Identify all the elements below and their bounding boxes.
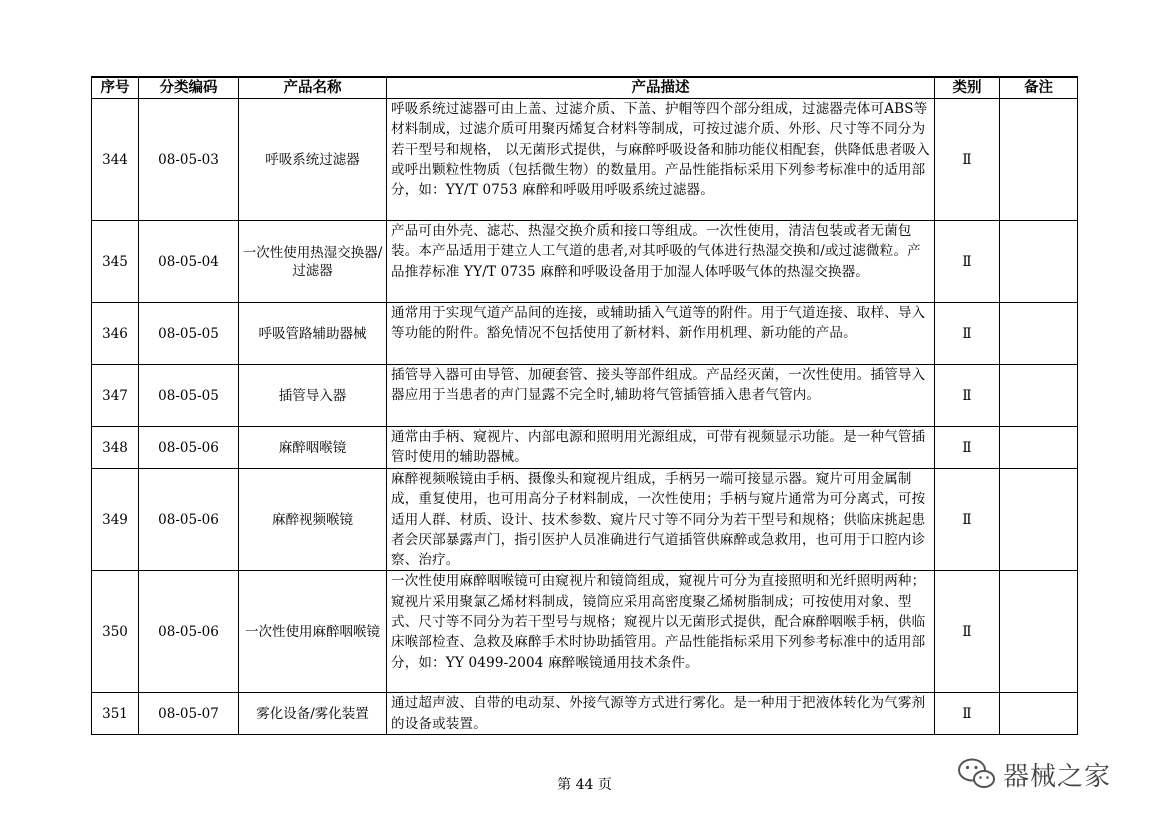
cell-description: 通常用于实现气道产品间的连接，或辅助插入气道等的附件。用于气道连接、取样、导入等功能的附件。豁免情况不包括使用了新材料、新作用机理、新功能的产品。: [387, 303, 935, 365]
cell-description: 呼吸系统过滤器可由上盖、过滤介质、下盖、护帽等四个部分组成，过滤器壳体可ABS等材料制成，过滤介质可用聚丙烯复合材料等制成，可按过滤介质、外形、尺寸等不同分为若干型号和规格， 以无菌形式提供，与麻醉呼吸设备和肺功能仪相配套，供降低患者吸入或呼出颗粒性物质（包括微生物）的数量用。产品性能指标采用下列参考标准中的适用部分，如：YY/T 0753 麻醉和呼吸用呼吸系统过滤器。: [387, 99, 935, 221]
cell-class: Ⅱ: [935, 693, 1000, 735]
table-row: [92, 469, 1078, 571]
cell-note: [1000, 469, 1078, 571]
watermark: [957, 756, 1111, 792]
cell-note: [1000, 303, 1078, 365]
table-row: [92, 365, 1078, 427]
table-row: [92, 571, 1078, 693]
wechat-icon: [957, 757, 997, 791]
table-row: [92, 99, 1078, 221]
header-product-name: 产品名称: [239, 77, 387, 99]
cell-code: 08-05-07: [139, 693, 239, 735]
cell-description: 一次性使用麻醉咽喉镜可由窥视片和镜筒组成，窥视片可分为直接照明和光纤照明两种；窥视片采用聚氯乙烯材料制成，镜筒应采用高密度聚乙烯树脂制成；可按使用对象、型式、尺寸等不同分为若干型号与规格；窥视片以无菌形式提供，配合麻醉咽喉手柄，供临床喉部检查、急救及麻醉手术时协助插管用。产品性能指标采用下列参考标准中的适用部分，如：YY 0499-2004 麻醉喉镜通用技术条件。: [387, 571, 935, 693]
header-class: 类别: [935, 77, 1000, 99]
cell-code: 08-05-03: [139, 99, 239, 221]
cell-serial: 350: [92, 571, 139, 693]
cell-note: [1000, 427, 1078, 469]
cell-note: [1000, 571, 1078, 693]
cell-description: 插管导入器可由导管、加硬套管、接头等部件组成。产品经灭菌，一次性使用。插管导入器应用于当患者的声门显露不完全时,辅助将气管插管插入患者气管内。: [387, 365, 935, 427]
cell-code: 08-05-06: [139, 427, 239, 469]
cell-name: 麻醉咽喉镜: [239, 427, 387, 469]
cell-serial: 351: [92, 693, 139, 735]
cell-class: Ⅱ: [935, 571, 1000, 693]
cell-description: 麻醉视频喉镜由手柄、摄像头和窥视片组成，手柄另一端可接显示器。窥片可用金属制成，重复使用，也可用高分子材料制成，一次性使用；手柄与窥片通常为可分离式，可按适用人群、材质、设计、技术参数、窥片尺寸等不同分为若干型号和规格；供临床挑起患者会厌部暴露声门，指引医护人员准确进行气道插管供麻醉或急救用，也可用于口腔内诊察、治疗。: [387, 469, 935, 571]
cell-class: Ⅱ: [935, 99, 1000, 221]
cell-serial: 347: [92, 365, 139, 427]
header-notes: 备注: [1000, 77, 1078, 99]
cell-code: 08-05-04: [139, 221, 239, 303]
cell-code: 08-05-05: [139, 365, 239, 427]
cell-class: Ⅱ: [935, 303, 1000, 365]
cell-name: 插管导入器: [239, 365, 387, 427]
table-row: [92, 427, 1078, 469]
header-product-description: 产品描述: [387, 77, 935, 99]
cell-note: [1000, 221, 1078, 303]
watermark-text: 器械之家: [1003, 761, 1112, 792]
cell-note: [1000, 693, 1078, 735]
cell-serial: 348: [92, 427, 139, 469]
cell-name: 雾化设备/雾化装置: [239, 693, 387, 735]
cell-note: [1000, 365, 1078, 427]
cell-name: 呼吸系统过滤器: [239, 99, 387, 221]
table-header-row: [92, 77, 1078, 99]
cell-class: Ⅱ: [935, 427, 1000, 469]
cell-description: 通常由手柄、窥视片、内部电源和照明用光源组成，可带有视频显示功能。是一种气管插管时使用的辅助器械。: [387, 427, 935, 469]
cell-serial: 346: [92, 303, 139, 365]
header-category-code: 分类编码: [139, 77, 239, 99]
cell-serial: 349: [92, 469, 139, 571]
cell-name: 一次性使用热湿交换器/过滤器: [239, 221, 387, 303]
cell-class: Ⅱ: [935, 469, 1000, 571]
cell-serial: 344: [92, 99, 139, 221]
cell-class: Ⅱ: [935, 221, 1000, 303]
cell-note: [1000, 99, 1078, 221]
table-row: [92, 221, 1078, 303]
cell-serial: 345: [92, 221, 139, 303]
header-serial: 序号: [92, 77, 139, 99]
cell-description: 通过超声波、自带的电动泵、外接气源等方式进行雾化。是一种用于把液体转化为气雾剂的设备或装置。: [387, 693, 935, 735]
cell-name: 一次性使用麻醉咽喉镜: [239, 571, 387, 693]
cell-code: 08-05-06: [139, 571, 239, 693]
cell-code: 08-05-06: [139, 469, 239, 571]
table-row: [92, 693, 1078, 735]
cell-name: 呼吸管路辅助器械: [239, 303, 387, 365]
table-row: [92, 303, 1078, 365]
page-number: 第 44 页: [557, 777, 612, 793]
cell-name: 麻醉视频喉镜: [239, 469, 387, 571]
cell-class: Ⅱ: [935, 365, 1000, 427]
cell-description: 产品可由外壳、滤芯、热湿交换介质和接口等组成。一次性使用，清洁包装或者无菌包装。本产品适用于建立人工气道的患者,对其呼吸的气体进行热湿交换和/或过滤微粒。产品推荐标准 YY/T 0735 麻醉和呼吸设备用于加湿人体呼吸气体的热湿交换器。: [387, 221, 935, 303]
product-table: [91, 76, 1078, 735]
cell-code: 08-05-05: [139, 303, 239, 365]
